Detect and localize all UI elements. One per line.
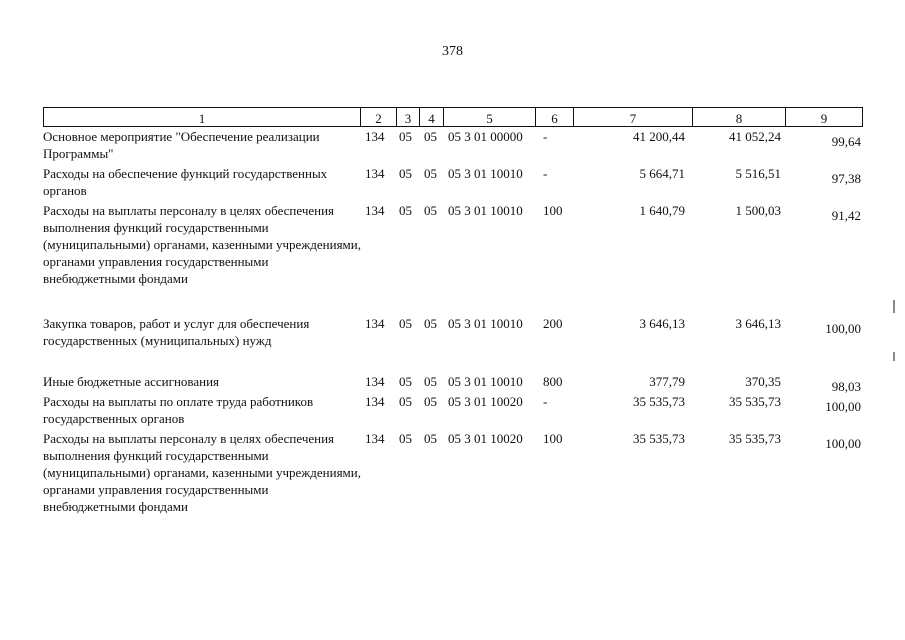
table-row xyxy=(43,128,873,162)
row-target-article: 05 3 01 10010 xyxy=(448,374,523,389)
table-row xyxy=(43,315,873,349)
row-plan: 5 664,71 xyxy=(639,166,685,181)
header-col-8: 8 xyxy=(693,108,786,127)
table-row xyxy=(43,430,873,515)
row-actual: 370,35 xyxy=(745,374,781,389)
row-section: 05 xyxy=(399,374,412,389)
row-target-article: 05 3 01 10020 xyxy=(448,431,523,446)
row-code: 134 xyxy=(365,129,385,144)
table-body xyxy=(43,128,873,515)
row-section: 05 xyxy=(399,316,412,331)
row-actual: 3 646,13 xyxy=(735,316,781,331)
row-section: 05 xyxy=(399,203,412,218)
row-subsection: 05 xyxy=(424,394,437,409)
header-col-4: 4 xyxy=(420,108,444,127)
row-percent: 98,03 xyxy=(831,379,861,394)
row-section: 05 xyxy=(399,129,412,144)
row-name: Закупка товаров, работ и услуг для обеспечения государственных (муниципальных) нужд xyxy=(43,316,310,348)
row-section: 05 xyxy=(399,166,412,181)
row-target-article: 05 3 01 00000 xyxy=(448,129,523,144)
row-target-article: 05 3 01 10010 xyxy=(448,316,523,331)
row-name: Иные бюджетные ассигнования xyxy=(43,374,220,389)
table-row xyxy=(43,165,873,199)
header-col-2: 2 xyxy=(361,108,397,127)
row-percent: 99,64 xyxy=(831,134,861,149)
row-code: 134 xyxy=(365,316,385,331)
header-col-3: 3 xyxy=(397,108,420,127)
row-expense-type: - xyxy=(543,129,548,144)
row-code: 134 xyxy=(365,431,385,446)
row-percent: 91,42 xyxy=(831,208,861,223)
row-expense-type: 100 xyxy=(543,431,563,446)
header-col-6: 6 xyxy=(536,108,574,127)
table-row xyxy=(43,202,873,287)
row-section: 05 xyxy=(399,394,412,409)
row-expense-type: - xyxy=(543,394,548,409)
row-expense-type: - xyxy=(543,166,548,181)
header-col-9: 9 xyxy=(786,108,863,127)
row-actual: 1 500,03 xyxy=(735,203,781,218)
row-expense-type: 200 xyxy=(543,316,563,331)
row-target-article: 05 3 01 10010 xyxy=(448,166,523,181)
row-code: 134 xyxy=(365,203,385,218)
table-row xyxy=(43,373,873,394)
row-percent: 100,00 xyxy=(825,399,861,414)
row-actual: 41 052,24 xyxy=(729,129,781,144)
row-target-article: 05 3 01 10010 xyxy=(448,203,523,218)
row-name: Расходы на выплаты по оплате труда работников государственных органов xyxy=(43,394,314,426)
row-percent: 100,00 xyxy=(825,321,861,336)
row-actual: 35 535,73 xyxy=(729,431,781,446)
row-name: Основное мероприятие "Обеспечение реализации Программы" xyxy=(43,129,320,161)
row-percent: 100,00 xyxy=(825,436,861,451)
table-row xyxy=(43,393,873,427)
header-col-7: 7 xyxy=(574,108,693,127)
row-name: Расходы на выплаты персоналу в целях обеспечения выполнения функций государственными (муниципальными) органами, казенными учреждениями, органами управления государственными внебюджетными фондами xyxy=(43,431,361,514)
row-target-article: 05 3 01 10020 xyxy=(448,394,523,409)
header-col-1: 1 xyxy=(44,108,361,127)
row-section: 05 xyxy=(399,431,412,446)
scan-mark xyxy=(893,300,895,313)
row-subsection: 05 xyxy=(424,166,437,181)
page-number: 378 xyxy=(442,44,463,59)
header-col-5: 5 xyxy=(444,108,536,127)
row-subsection: 05 xyxy=(424,374,437,389)
row-subsection: 05 xyxy=(424,129,437,144)
row-actual: 5 516,51 xyxy=(735,166,781,181)
row-name: Расходы на выплаты персоналу в целях обеспечения выполнения функций государственными (муниципальными) органами, казенными учреждениями, органами управления государственными внебюджетными фондами xyxy=(43,203,361,286)
table-header xyxy=(43,107,863,127)
row-subsection: 05 xyxy=(424,316,437,331)
row-plan: 3 646,13 xyxy=(639,316,685,331)
scan-mark xyxy=(893,352,895,361)
row-subsection: 05 xyxy=(424,203,437,218)
row-plan: 41 200,44 xyxy=(633,129,685,144)
row-actual: 35 535,73 xyxy=(729,394,781,409)
row-subsection: 05 xyxy=(424,431,437,446)
row-name: Расходы на обеспечение функций государственных органов xyxy=(43,166,328,198)
row-code: 134 xyxy=(365,166,385,181)
row-expense-type: 800 xyxy=(543,374,563,389)
row-plan: 35 535,73 xyxy=(633,394,685,409)
row-plan: 1 640,79 xyxy=(639,203,685,218)
row-percent: 97,38 xyxy=(831,171,861,186)
row-code: 134 xyxy=(365,374,385,389)
row-code: 134 xyxy=(365,394,385,409)
row-plan: 35 535,73 xyxy=(633,431,685,446)
row-plan: 377,79 xyxy=(649,374,685,389)
row-expense-type: 100 xyxy=(543,203,563,218)
